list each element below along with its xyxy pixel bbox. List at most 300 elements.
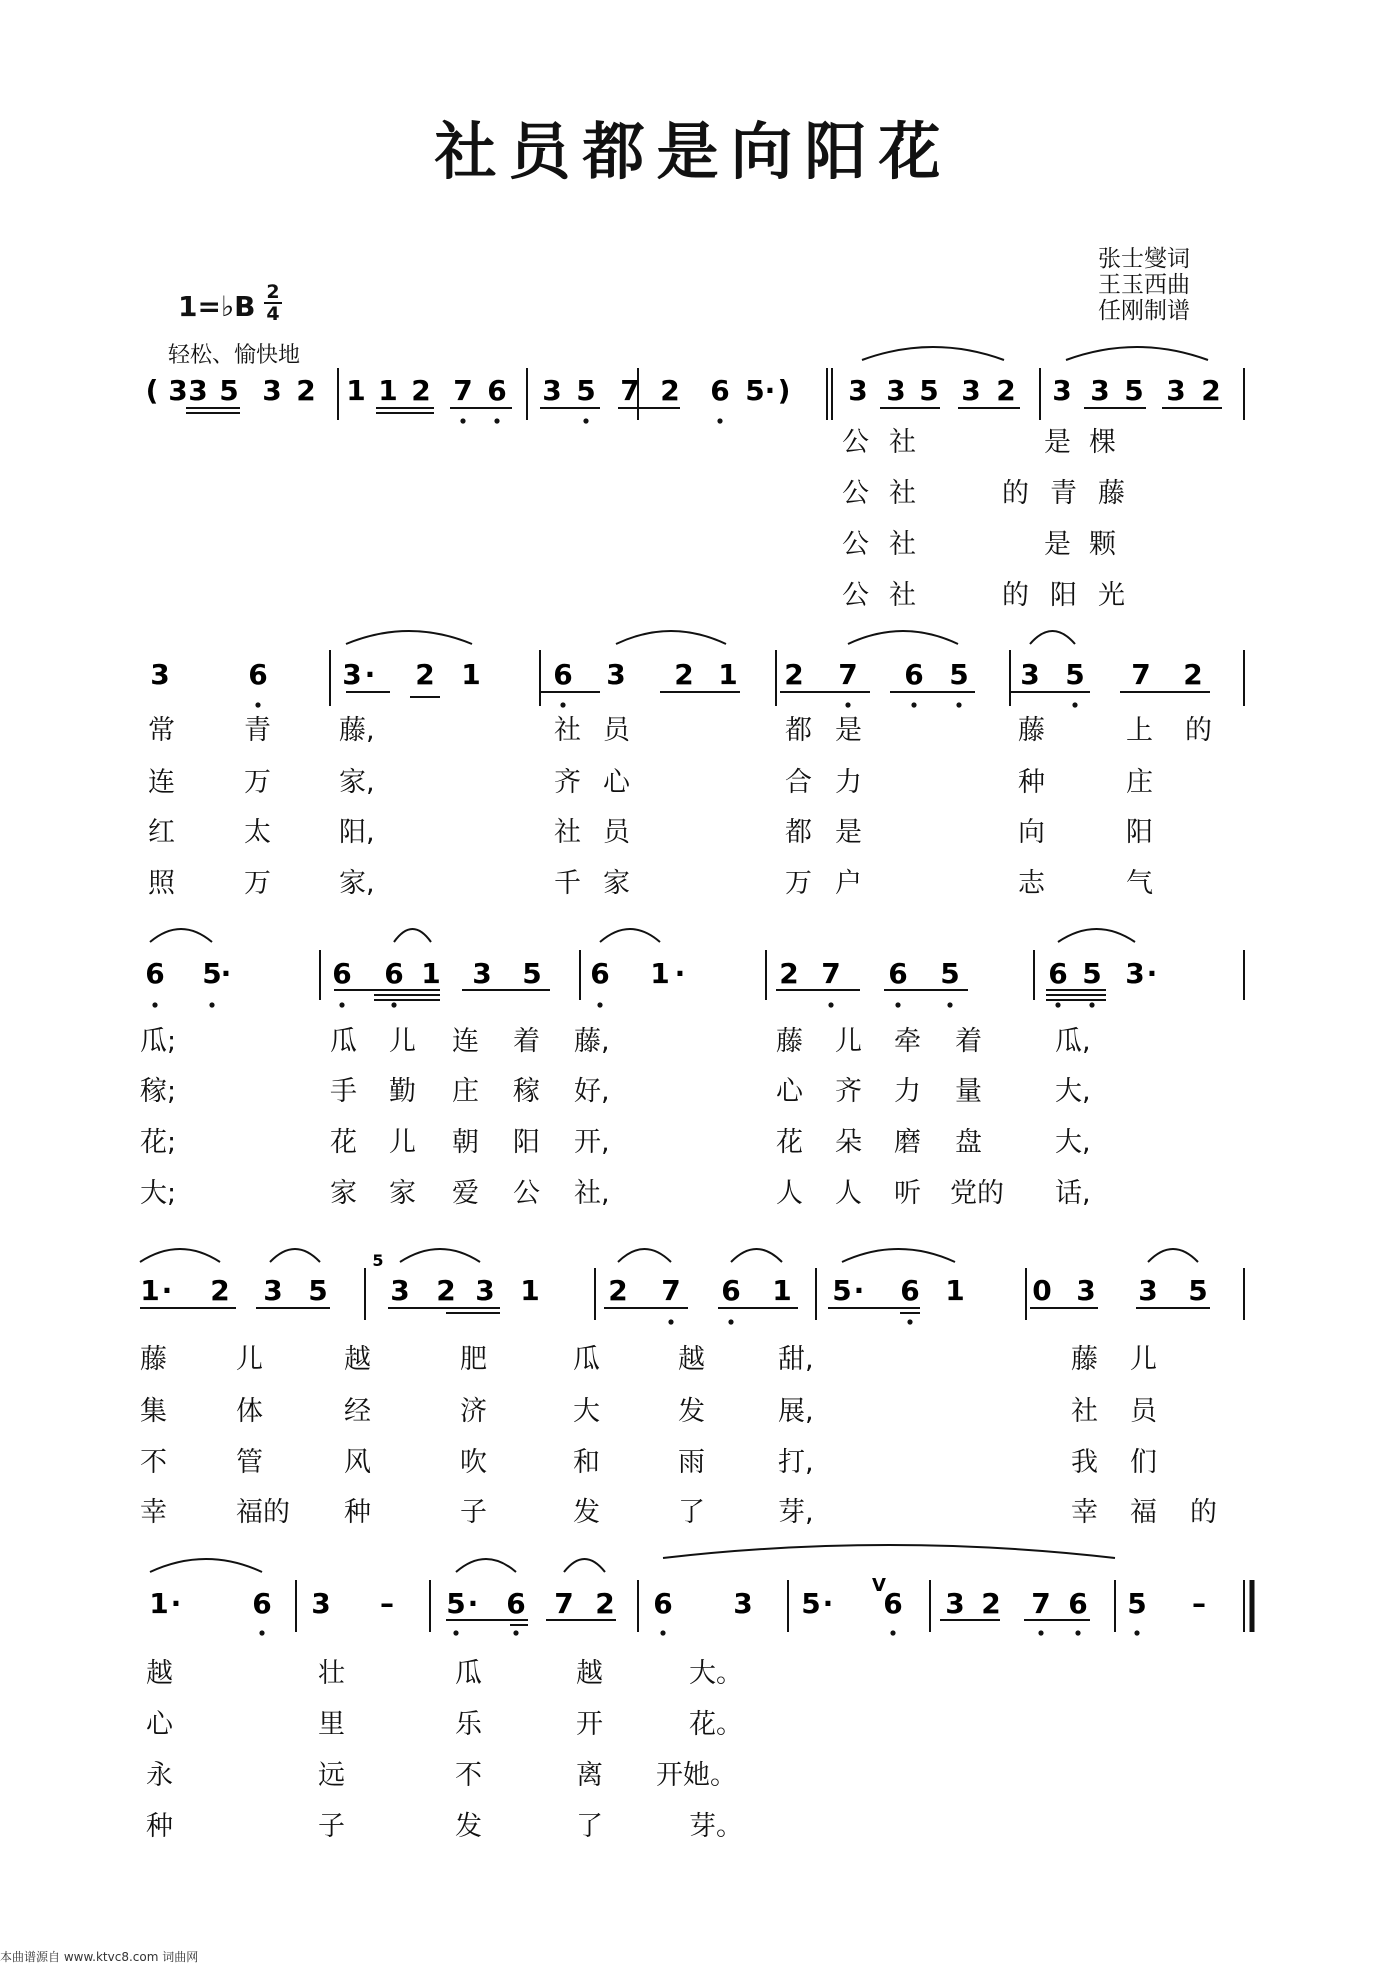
lyric-syllable: 人 [835, 1178, 862, 1209]
lyric-syllable: 红 [148, 817, 175, 848]
slur [600, 929, 660, 942]
lyric-syllable: 万 [244, 767, 271, 798]
note: 1 [945, 1274, 965, 1307]
note: 6 [1048, 957, 1068, 990]
note: 3 [1076, 1274, 1096, 1307]
lyric-syllable: 社 [1071, 1396, 1098, 1427]
note: 7 [620, 374, 640, 407]
note: 3 [342, 658, 362, 691]
note: – [1192, 1587, 1206, 1620]
note: 3 [188, 374, 208, 407]
lyric-syllable: 照 [148, 868, 175, 899]
note: 3 [1052, 374, 1072, 407]
note: 2 [660, 374, 680, 407]
lyric-syllable: 千 [554, 868, 581, 899]
lyric-syllable: 藤, [574, 1026, 610, 1057]
lyric-syllable: 阳 [1126, 817, 1153, 848]
lyric-syllable: 着 [955, 1026, 982, 1057]
note: 6 [904, 658, 924, 691]
lyric-syllable: 合 [785, 767, 812, 798]
lyric-syllable: 种 [1018, 767, 1045, 798]
lyric-syllable: 打, [778, 1447, 814, 1478]
lyric-syllable: 公 [842, 529, 869, 560]
note: 1 [346, 374, 366, 407]
lyric-syllable: 庄 [452, 1076, 479, 1107]
lyric-syllable: 齐 [554, 767, 581, 798]
note: · [853, 1274, 865, 1307]
note: 5 [745, 374, 765, 407]
slur [394, 929, 431, 942]
lyric-syllable: 福的 [236, 1497, 290, 1528]
lyric-syllable: 乐 [455, 1709, 482, 1740]
lyric-syllable: 花 [330, 1127, 357, 1158]
slur [731, 1249, 782, 1262]
lyric-syllable: 阳 [1050, 580, 1077, 611]
lyric-syllable: 壮 [318, 1658, 345, 1689]
slur [150, 929, 212, 942]
lyric-syllable: 朵 [835, 1127, 862, 1158]
composer-credit: 王玉西曲 [1098, 272, 1190, 298]
note: 6 [1068, 1587, 1088, 1620]
note: 3 [1166, 374, 1186, 407]
lyric-syllable: 稼; [140, 1076, 177, 1107]
slur [456, 1559, 516, 1572]
lyric-syllable: 人 [776, 1178, 803, 1209]
note: 2 [784, 658, 804, 691]
lyric-syllable: 稼 [513, 1076, 540, 1107]
note: 3 [150, 658, 170, 691]
lyric-syllable: 福 [1130, 1497, 1157, 1528]
source-footer: 本曲谱源自 www.ktvc8.com 词曲网 [0, 1950, 199, 1964]
lyric-syllable: 里 [318, 1709, 345, 1740]
note: 2 [1201, 374, 1221, 407]
octave-dot [391, 1002, 396, 1007]
lyric-syllable: 阳 [513, 1127, 540, 1158]
note: 2 [415, 658, 435, 691]
note: 6 [653, 1587, 673, 1620]
octave-dot [911, 702, 916, 707]
lyric-syllable: 是 [1044, 427, 1071, 458]
lyric-syllable: 肥 [460, 1344, 487, 1375]
lyric-syllable: 花。 [689, 1709, 743, 1740]
slur [1148, 1249, 1198, 1262]
note: 1 [421, 957, 441, 990]
octave-dot [453, 1630, 458, 1635]
note: 5 [446, 1587, 466, 1620]
lyric-syllable: 经 [344, 1396, 371, 1427]
lyric-syllable: 万 [244, 868, 271, 899]
lyric-syllable: 藤 [1098, 478, 1125, 509]
lyric-syllable: 话, [1055, 1178, 1091, 1209]
octave-dot [845, 702, 850, 707]
note: 5 [308, 1274, 328, 1307]
octave-dot [1134, 1630, 1139, 1635]
lyric-syllable: 了 [678, 1497, 705, 1528]
note: 3 [848, 374, 868, 407]
lyric-syllable: 儿 [835, 1026, 862, 1057]
lyric-syllable: 开她。 [656, 1760, 737, 1791]
lyric-syllable: 发 [573, 1497, 600, 1528]
lyric-syllable: 阳, [339, 817, 375, 848]
octave-dot [597, 1002, 602, 1007]
lyric-syllable: 大, [1055, 1127, 1091, 1158]
lyric-syllable: 志 [1018, 868, 1045, 899]
lyric-syllable: 朝 [452, 1127, 479, 1158]
note: 5 [1127, 1587, 1147, 1620]
note: 1 [650, 957, 670, 990]
slur [270, 1249, 320, 1262]
note: 5 [940, 957, 960, 990]
note: 1 [718, 658, 738, 691]
slur [140, 1249, 220, 1262]
octave-dot [583, 418, 588, 423]
note: 7 [661, 1274, 681, 1307]
octave-dot [494, 418, 499, 423]
note: 5 [1082, 957, 1102, 990]
note: 5 [919, 374, 939, 407]
lyric-syllable: 手 [330, 1076, 357, 1107]
lyric-syllable: 越 [576, 1658, 603, 1689]
lyric-syllable: 儿 [389, 1127, 416, 1158]
lyric-syllable: 幸 [140, 1497, 167, 1528]
slur [1066, 347, 1208, 360]
note: 1 [140, 1274, 160, 1307]
lyric-syllable: 大 [573, 1396, 600, 1427]
lyric-syllable: 心 [146, 1709, 173, 1740]
lyric-syllable: 们 [1130, 1447, 1157, 1478]
lyric-syllable: 都 [785, 715, 812, 746]
lyric-syllable: 社 [889, 427, 916, 458]
lyric-syllable: 芽, [778, 1497, 814, 1528]
lyric-syllable: 庄 [1126, 767, 1153, 798]
lyric-syllable: 体 [236, 1396, 263, 1427]
lyric-syllable: 棵 [1089, 427, 1116, 458]
lyric-syllable: 藤 [1071, 1344, 1098, 1375]
lyric-syllable: 连 [452, 1026, 479, 1057]
grace-note: 5 [372, 1251, 384, 1270]
lyric-syllable: 了 [576, 1811, 603, 1842]
note: 6 [506, 1587, 526, 1620]
note: 7 [554, 1587, 574, 1620]
note: 2 [981, 1587, 1001, 1620]
note: 6 [553, 658, 573, 691]
lyric-syllable: 齐 [835, 1076, 862, 1107]
lyric-syllable: 藤 [1018, 715, 1045, 746]
lyric-syllable: 大, [1055, 1076, 1091, 1107]
octave-dot [895, 1002, 900, 1007]
slur [618, 1249, 671, 1262]
octave-dot [1089, 1002, 1094, 1007]
note: 2 [779, 957, 799, 990]
note: 3 [390, 1274, 410, 1307]
note: 3 [542, 374, 562, 407]
lyric-syllable: 的 [1002, 580, 1029, 611]
note: 1 [378, 374, 398, 407]
lyric-syllable: 雨 [678, 1447, 705, 1478]
note: 3 [1138, 1274, 1158, 1307]
lyric-syllable: 盘 [955, 1127, 982, 1158]
lyric-syllable: 心 [776, 1076, 803, 1107]
lyric-syllable: 党的 [950, 1178, 1004, 1209]
note: 0 [1032, 1274, 1052, 1307]
note: 6 [248, 658, 268, 691]
note: 3 [262, 374, 282, 407]
slur [862, 347, 1004, 360]
lyric-syllable: 儿 [1130, 1344, 1157, 1375]
octave-dot [907, 1319, 912, 1324]
octave-dot [1075, 1630, 1080, 1635]
note: 7 [1131, 658, 1151, 691]
lyric-syllable: 发 [455, 1811, 482, 1842]
lyric-syllable: 越 [344, 1344, 371, 1375]
note: 3 [263, 1274, 283, 1307]
lyric-syllable: 越 [678, 1344, 705, 1375]
lyric-syllable: 子 [460, 1497, 487, 1528]
time-signature-bottom: 4 [266, 303, 280, 325]
note: 5 [576, 374, 596, 407]
lyric-syllable: 勤 [389, 1076, 416, 1107]
note: 6 [145, 957, 165, 990]
lyric-syllable: 发 [678, 1396, 705, 1427]
tempo-marking: 轻松、愉快地 [168, 343, 301, 368]
lyric-syllable: 力 [835, 767, 862, 798]
lyric-syllable: 青 [244, 715, 271, 746]
lyric-syllable: 着 [513, 1026, 540, 1057]
lyric-syllable: 花 [776, 1127, 803, 1158]
octave-dot [717, 418, 722, 423]
lyric-syllable: 越 [146, 1658, 173, 1689]
lyric-syllable: 是 [835, 817, 862, 848]
lyric-syllable: 吹 [460, 1447, 487, 1478]
slur [663, 1545, 1115, 1558]
note: 6 [900, 1274, 920, 1307]
breath-mark: V [872, 1575, 886, 1596]
note: · [822, 1587, 834, 1620]
note: 3 [945, 1587, 965, 1620]
lyric-syllable: 开 [576, 1709, 603, 1740]
lyric-syllable: 社 [889, 529, 916, 560]
octave-dot [668, 1319, 673, 1324]
note: 2 [436, 1274, 456, 1307]
lyric-syllable: 力 [894, 1076, 921, 1107]
lyric-syllable: 向 [1018, 817, 1045, 848]
lyric-syllable: 花; [140, 1127, 177, 1158]
lyric-syllable: 藤, [339, 715, 375, 746]
note: 7 [838, 658, 858, 691]
note: 5 [219, 374, 239, 407]
note: 3 [1125, 957, 1145, 990]
lyric-syllable: 心 [603, 767, 630, 798]
lyric-syllable: 幸 [1071, 1497, 1098, 1528]
lyric-syllable: 员 [603, 817, 630, 848]
lyric-syllable: 不 [455, 1760, 482, 1791]
octave-dot [209, 1002, 214, 1007]
slur [842, 1249, 955, 1262]
lyric-syllable: 远 [318, 1760, 345, 1791]
note: 3 [475, 1274, 495, 1307]
time-signature-top: 2 [266, 281, 280, 303]
note: 6 [721, 1274, 741, 1307]
note: · [1146, 957, 1158, 990]
note: 2 [674, 658, 694, 691]
lyric-syllable: 员 [603, 715, 630, 746]
note: 5 [949, 658, 969, 691]
slur [150, 1559, 262, 1572]
note: 3 [472, 957, 492, 990]
note: 5 [832, 1274, 852, 1307]
slur [1030, 631, 1075, 644]
octave-dot [560, 702, 565, 707]
lyric-syllable: 员 [1130, 1396, 1157, 1427]
note: 2 [608, 1274, 628, 1307]
lyric-syllable: 瓜 [455, 1658, 482, 1689]
lyric-syllable: 气 [1126, 868, 1153, 899]
open-paren: ( [145, 374, 159, 407]
lyric-syllable: 藤 [140, 1344, 167, 1375]
note: 6 [710, 374, 730, 407]
lyric-syllable: 社 [554, 715, 581, 746]
note: 1 [461, 658, 481, 691]
lyric-syllable: 永 [146, 1760, 173, 1791]
lyric-syllable: 牵 [894, 1026, 921, 1057]
note: 6 [252, 1587, 272, 1620]
note: 5 [1065, 658, 1085, 691]
note: 5 [1188, 1274, 1208, 1307]
lyric-syllable: 爱 [452, 1178, 479, 1209]
note: 2 [210, 1274, 230, 1307]
lyric-syllable: 都 [785, 817, 812, 848]
note: · [467, 1587, 479, 1620]
note: · [364, 658, 376, 691]
octave-dot [513, 1630, 518, 1635]
note: 6 [332, 957, 352, 990]
slur [564, 1559, 605, 1572]
page-title: 社员都是向阳花 [434, 115, 953, 188]
lyric-syllable: 社 [554, 817, 581, 848]
note: · [161, 1274, 173, 1307]
lyric-syllable: 种 [146, 1811, 173, 1842]
lyric-syllable: 好, [574, 1076, 610, 1107]
lyric-syllable: 户 [835, 868, 862, 899]
octave-dot [255, 702, 260, 707]
lyric-syllable: 光 [1098, 580, 1125, 611]
lyric-syllable: 是 [835, 715, 862, 746]
note: 2 [411, 374, 431, 407]
lyric-syllable: 儿 [236, 1344, 263, 1375]
lyric-syllable: 集 [140, 1396, 167, 1427]
note: 7 [821, 957, 841, 990]
lyric-syllable: 家, [339, 868, 375, 899]
note: 2 [296, 374, 316, 407]
note: · [674, 957, 686, 990]
note: 2 [996, 374, 1016, 407]
lyric-syllable: 管 [236, 1447, 263, 1478]
lyric-syllable: 的 [1185, 715, 1212, 746]
note: 6 [590, 957, 610, 990]
lyric-syllable: 公 [842, 427, 869, 458]
lyric-syllable: 家 [603, 868, 630, 899]
note: 6 [384, 957, 404, 990]
octave-dot [339, 1002, 344, 1007]
note: 2 [595, 1587, 615, 1620]
octave-dot [1038, 1630, 1043, 1635]
octave-dot [890, 1630, 895, 1635]
lyric-syllable: 家 [330, 1178, 357, 1209]
lyric-syllable: 藤 [776, 1026, 803, 1057]
lyric-syllable: 公 [842, 478, 869, 509]
slur [346, 631, 472, 644]
note: 2 [1183, 658, 1203, 691]
octave-dot [1055, 1002, 1060, 1007]
lyric-syllable: 瓜; [140, 1026, 177, 1057]
lyric-syllable: 瓜 [330, 1026, 357, 1057]
lyric-syllable: 颗 [1089, 529, 1116, 560]
lyric-syllable: 瓜 [573, 1344, 600, 1375]
lyric-syllable: 是 [1044, 529, 1071, 560]
lyric-syllable: 社 [889, 580, 916, 611]
lyric-syllable: 展, [778, 1396, 814, 1427]
lyric-syllable: 家 [389, 1178, 416, 1209]
slur [848, 631, 958, 644]
octave-dot [728, 1319, 733, 1324]
note: 7 [1031, 1587, 1051, 1620]
octave-dot [828, 1002, 833, 1007]
lyric-syllable: 种 [344, 1497, 371, 1528]
lyric-syllable: 连 [148, 767, 175, 798]
note: · [764, 374, 776, 407]
key-signature: 1=♭B [178, 290, 256, 323]
note: · [220, 957, 232, 990]
lyric-syllable: 青 [1050, 478, 1077, 509]
lyric-syllable: 的 [1002, 478, 1029, 509]
note: 3 [606, 658, 626, 691]
note: 3 [1090, 374, 1110, 407]
slur [616, 631, 726, 644]
note: 3 [886, 374, 906, 407]
lyric-syllable: 瓜, [1055, 1026, 1091, 1057]
slur [400, 1249, 480, 1262]
lyric-syllable: 不 [140, 1447, 167, 1478]
lyric-syllable: 离 [576, 1760, 603, 1791]
arranger-credit: 任刚制谱 [1098, 298, 1190, 324]
lyric-syllable: 社 [889, 478, 916, 509]
octave-dot [956, 702, 961, 707]
lyric-syllable: 大。 [689, 1658, 743, 1689]
note: 1 [520, 1274, 540, 1307]
lyric-syllable: 芽。 [689, 1811, 743, 1842]
lyric-syllable: 济 [460, 1396, 487, 1427]
note: 3 [1020, 658, 1040, 691]
lyric-syllable: 听 [894, 1178, 921, 1209]
note: 5 [522, 957, 542, 990]
note: 3 [311, 1587, 331, 1620]
close-paren: ) [777, 374, 791, 407]
lyric-syllable: 太 [244, 817, 271, 848]
lyric-syllable: 万 [785, 868, 812, 899]
note: 7 [453, 374, 473, 407]
octave-dot [1072, 702, 1077, 707]
lyric-syllable: 公 [842, 580, 869, 611]
note: 3 [733, 1587, 753, 1620]
note: 3 [961, 374, 981, 407]
note: 5 [801, 1587, 821, 1620]
octave-dot [460, 418, 465, 423]
note: 1 [149, 1587, 169, 1620]
note: 3 [168, 374, 188, 407]
lyric-syllable: 甜, [778, 1344, 814, 1375]
lyric-syllable: 和 [573, 1447, 600, 1478]
lyric-syllable: 子 [318, 1811, 345, 1842]
